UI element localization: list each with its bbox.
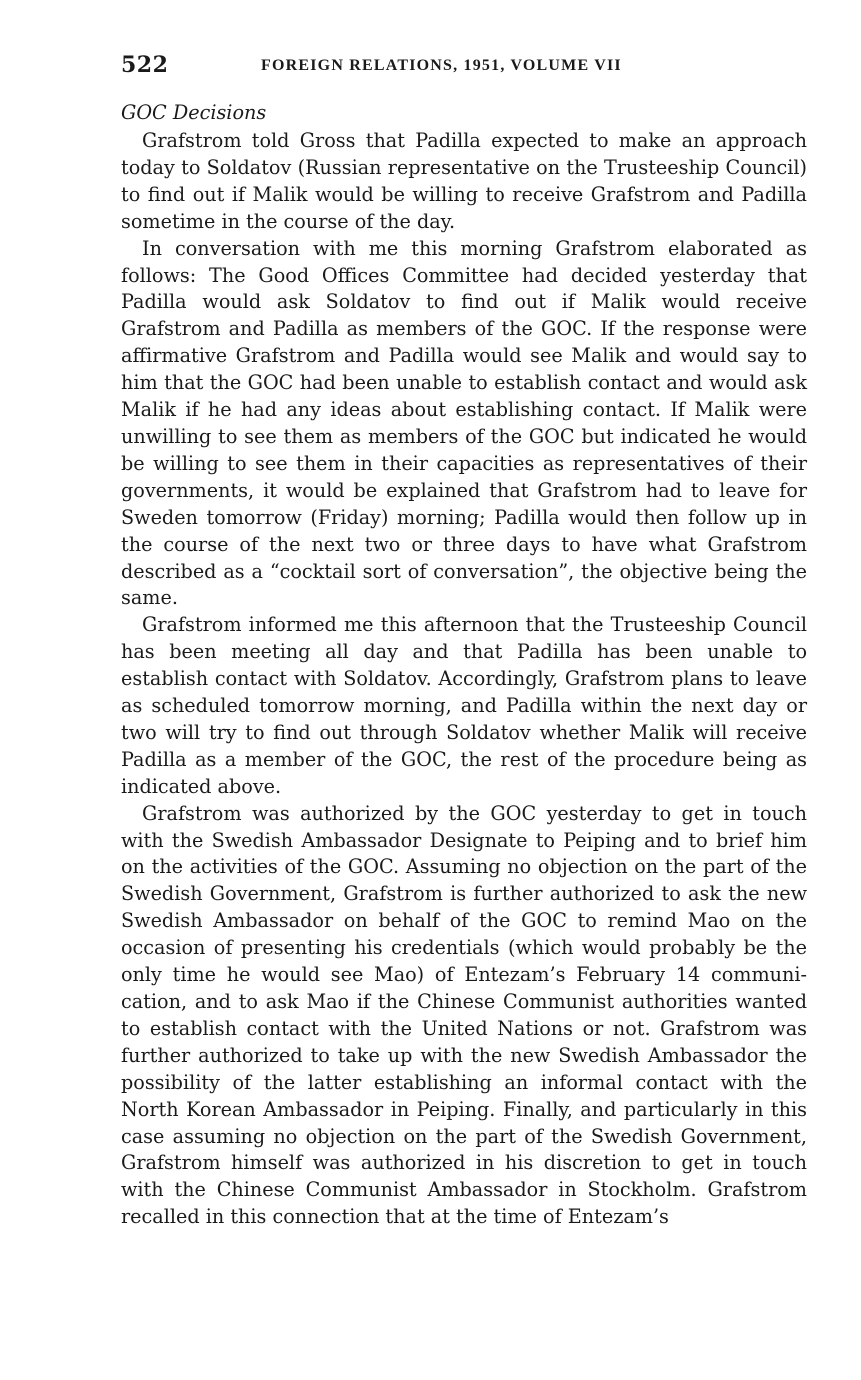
document-body xyxy=(121,100,807,1231)
paragraph: Grafstrom informed me this afternoon that the Trusteeship Council has been meeting all day and that Padilla has been unable to establish contact with Soldatov. Accordingly, Grafstrom plans to leave as scheduled tomorrow morning, and Padilla within the next day or two will try to find out through Soldatov whether Malik will receive Padilla as a member of the GOC, the rest of the procedure being as indicated above. xyxy=(121,613,807,798)
paragraph: Grafstrom was authorized by the GOC yesterday to get in touch with the Swedish Ambassador Designate to Peiping and to brief him on the activities of the GOC. Assuming no objection on the part of the Swedish Government, Grafstrom is further authorized to ask the new Swedish Ambassador on behalf of the GOC to remind Mao on the occasion of presenting his credentials (which would probably be the only time he would see Mao) of Entezam’s February 14 communication, and to ask Mao if the Chinese Communist authorities wanted to establish contact with the United Nations or not. Grafstrom was further authorized to take up with the new Swedish Ambassador the possibility of the latter establishing an informal contact with the North Korean Ambassador in Peiping. Finally, and particularly in this case assuming no objection on the part of the Swedish Government, Grafstrom himself was authorized in his discretion to get in touch with the Chinese Communist Ambassador in Stockholm. Grafstrom recalled in this connection that at the time of Entezam’s xyxy=(121,801,807,1229)
section-heading: GOC Decisions xyxy=(121,101,267,124)
running-head: FOREIGN RELATIONS, 1951, VOLUME VII xyxy=(261,57,622,74)
paragraph: In conversation with me this morning Grafstrom elaborated as follows: The Good Offices Committee had decided yesterday that Padilla would ask Soldatov to find out if Malik would receive Grafstrom and Padilla as members of the GOC. If the response were affirmative Grafstrom and Padilla would see Malik and would say to him that the GOC had been unable to establish contact and would ask Malik if he had any ideas about establishing contact. If Malik were unwilling to see them as members of the GOC but indicated he would be willing to see them in their capacities as representatives of their governments, it would be explained that Grafstrom had to leave for Sweden tomorrow (Friday) morning; Padilla would then follow up in the course of the next two or three days to have what Grafstrom described as a “cocktail sort of conversation”, the objective being the same. xyxy=(121,236,807,610)
page-header xyxy=(121,52,807,84)
paragraph: Grafstrom told Gross that Padilla expected to make an approach today to Soldatov (Russian representative on the Trusteeship Council) to find out if Malik would be willing to receive Grafstrom and Padilla sometime in the course of the day. xyxy=(121,129,807,233)
page-number: 522 xyxy=(121,52,169,78)
